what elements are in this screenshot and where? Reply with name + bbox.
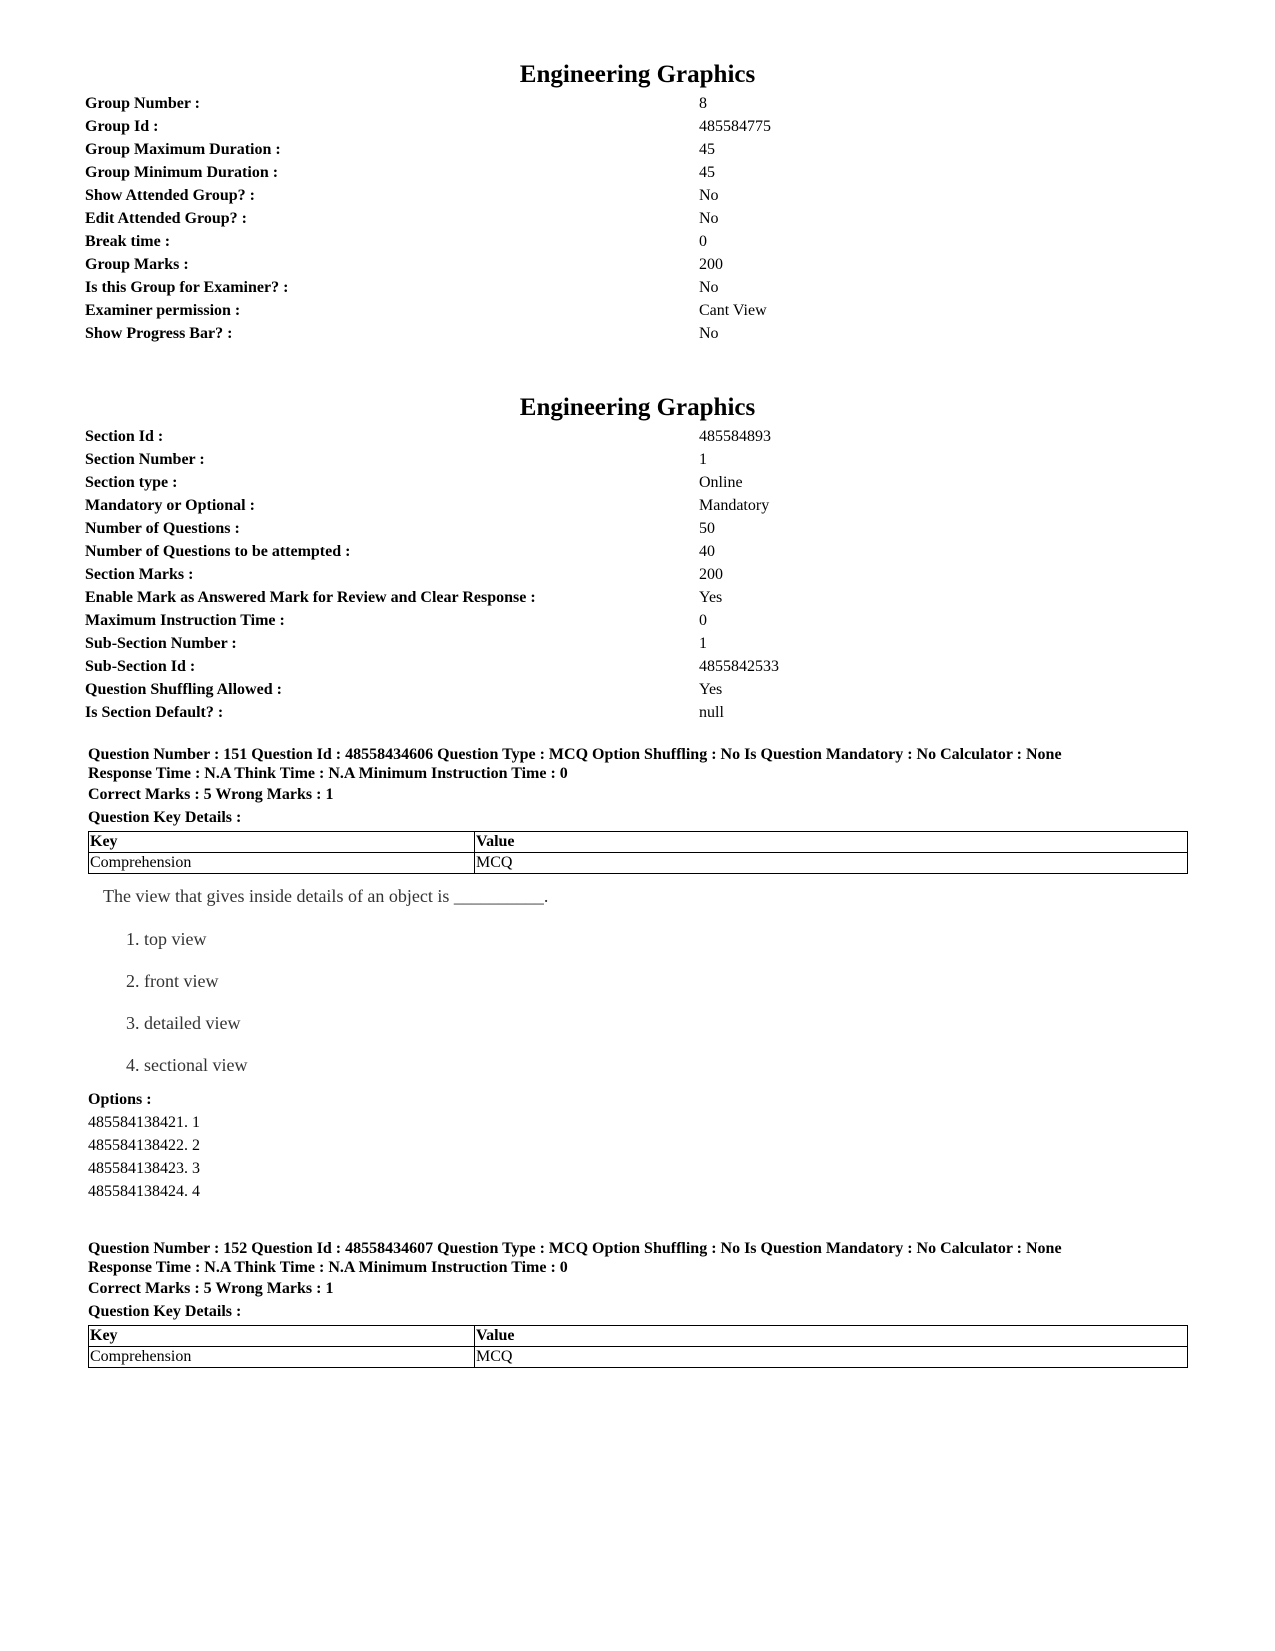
option-item: 485584138422. 2 [88, 1137, 200, 1154]
row-value: 0 [699, 612, 707, 629]
question-key-details-label: Question Key Details : [88, 809, 242, 826]
row-key: Break time : [85, 233, 171, 250]
row-key: Section type : [85, 474, 178, 491]
option-item: 485584138421. 1 [88, 1114, 200, 1131]
question-text: The view that gives inside details of an object is __________. [103, 886, 549, 906]
row-key: Section Id : [85, 428, 164, 445]
row-value: No [699, 210, 719, 227]
row-key: Question Shuffling Allowed : [85, 681, 282, 698]
row-value: Mandatory [699, 497, 770, 514]
question-choice: 4. sectional view [126, 1055, 248, 1075]
row-key: Sub-Section Number : [85, 635, 237, 652]
table-header-key: Key [89, 1326, 475, 1347]
question-header-line1: Question Number : 151 Question Id : 48558434606 Question Type : MCQ Option Shuffling : No Is Question Mandatory : No Calculator : None [88, 746, 1062, 763]
row-key: Group Number : [85, 95, 200, 112]
question-header-line1: Question Number : 152 Question Id : 48558434607 Question Type : MCQ Option Shuffling : No Is Question Mandatory : No Calculator : None [88, 1240, 1062, 1257]
row-value: Yes [699, 681, 723, 698]
table-header-key: Key [89, 832, 475, 853]
row-key: Sub-Section Id : [85, 658, 196, 675]
question-marks: Correct Marks : 5 Wrong Marks : 1 [88, 786, 334, 803]
row-value: No [699, 325, 719, 342]
question-key-table [88, 831, 1188, 874]
row-value: 1 [699, 635, 707, 652]
question-choice: 3. detailed view [126, 1013, 241, 1033]
row-key: Edit Attended Group? : [85, 210, 247, 227]
row-key: Section Marks : [85, 566, 194, 583]
row-key: Enable Mark as Answered Mark for Review and Clear Response : [85, 589, 536, 606]
row-key: Examiner permission : [85, 302, 241, 319]
row-value: 45 [699, 141, 715, 158]
row-value: No [699, 279, 719, 296]
table-row [89, 1347, 1188, 1368]
question-header-line2: Response Time : N.A Think Time : N.A Minimum Instruction Time : 0 [88, 1259, 568, 1276]
group-title: Engineering Graphics [519, 61, 756, 88]
question-choice: 2. front view [126, 971, 219, 991]
row-value: 200 [699, 256, 723, 273]
table-cell-value: MCQ [475, 1347, 1188, 1368]
table-cell-key: Comprehension [89, 1347, 475, 1368]
row-key: Mandatory or Optional : [85, 497, 255, 514]
row-key: Is this Group for Examiner? : [85, 279, 289, 296]
question-header-line2: Response Time : N.A Think Time : N.A Minimum Instruction Time : 0 [88, 765, 568, 782]
table-header-value: Value [475, 1326, 1188, 1347]
question-151 [88, 745, 1188, 874]
option-item: 485584138424. 4 [88, 1183, 200, 1200]
row-value: 50 [699, 520, 715, 537]
question-key-table [88, 1325, 1188, 1368]
row-key: Show Progress Bar? : [85, 325, 233, 342]
options-label: Options : [88, 1091, 152, 1108]
row-value: 1 [699, 451, 707, 468]
table-header-row [89, 832, 1188, 853]
row-value: Online [699, 474, 743, 491]
option-item: 485584138423. 3 [88, 1160, 200, 1177]
row-value: 40 [699, 543, 715, 560]
row-value: 0 [699, 233, 707, 250]
table-header-row [89, 1326, 1188, 1347]
row-value: 485584893 [699, 428, 771, 445]
row-key: Group Id : [85, 118, 159, 135]
options-list [88, 1088, 200, 1203]
table-row [89, 853, 1188, 874]
row-key: Group Minimum Duration : [85, 164, 279, 181]
row-key: Number of Questions : [85, 520, 240, 537]
row-value: null [699, 704, 724, 721]
row-value: 8 [699, 95, 707, 112]
row-key: Group Maximum Duration : [85, 141, 281, 158]
row-value: 485584775 [699, 118, 771, 135]
row-value: Cant View [699, 302, 767, 319]
table-cell-key: Comprehension [89, 853, 475, 874]
question-152 [88, 1239, 1188, 1368]
table-cell-value: MCQ [475, 853, 1188, 874]
table-header-value: Value [475, 832, 1188, 853]
row-value: Yes [699, 589, 723, 606]
row-key: Section Number : [85, 451, 205, 468]
row-value: No [699, 187, 719, 204]
row-key: Number of Questions to be attempted : [85, 543, 351, 560]
row-value: 4855842533 [699, 658, 779, 675]
section-title: Engineering Graphics [519, 394, 756, 421]
row-value: 200 [699, 566, 723, 583]
question-marks: Correct Marks : 5 Wrong Marks : 1 [88, 1280, 334, 1297]
row-value: 45 [699, 164, 715, 181]
question-choice: 1. top view [126, 929, 207, 949]
row-key: Is Section Default? : [85, 704, 224, 721]
row-key: Maximum Instruction Time : [85, 612, 285, 629]
row-key: Group Marks : [85, 256, 189, 273]
row-key: Show Attended Group? : [85, 187, 255, 204]
question-key-details-label: Question Key Details : [88, 1303, 242, 1320]
